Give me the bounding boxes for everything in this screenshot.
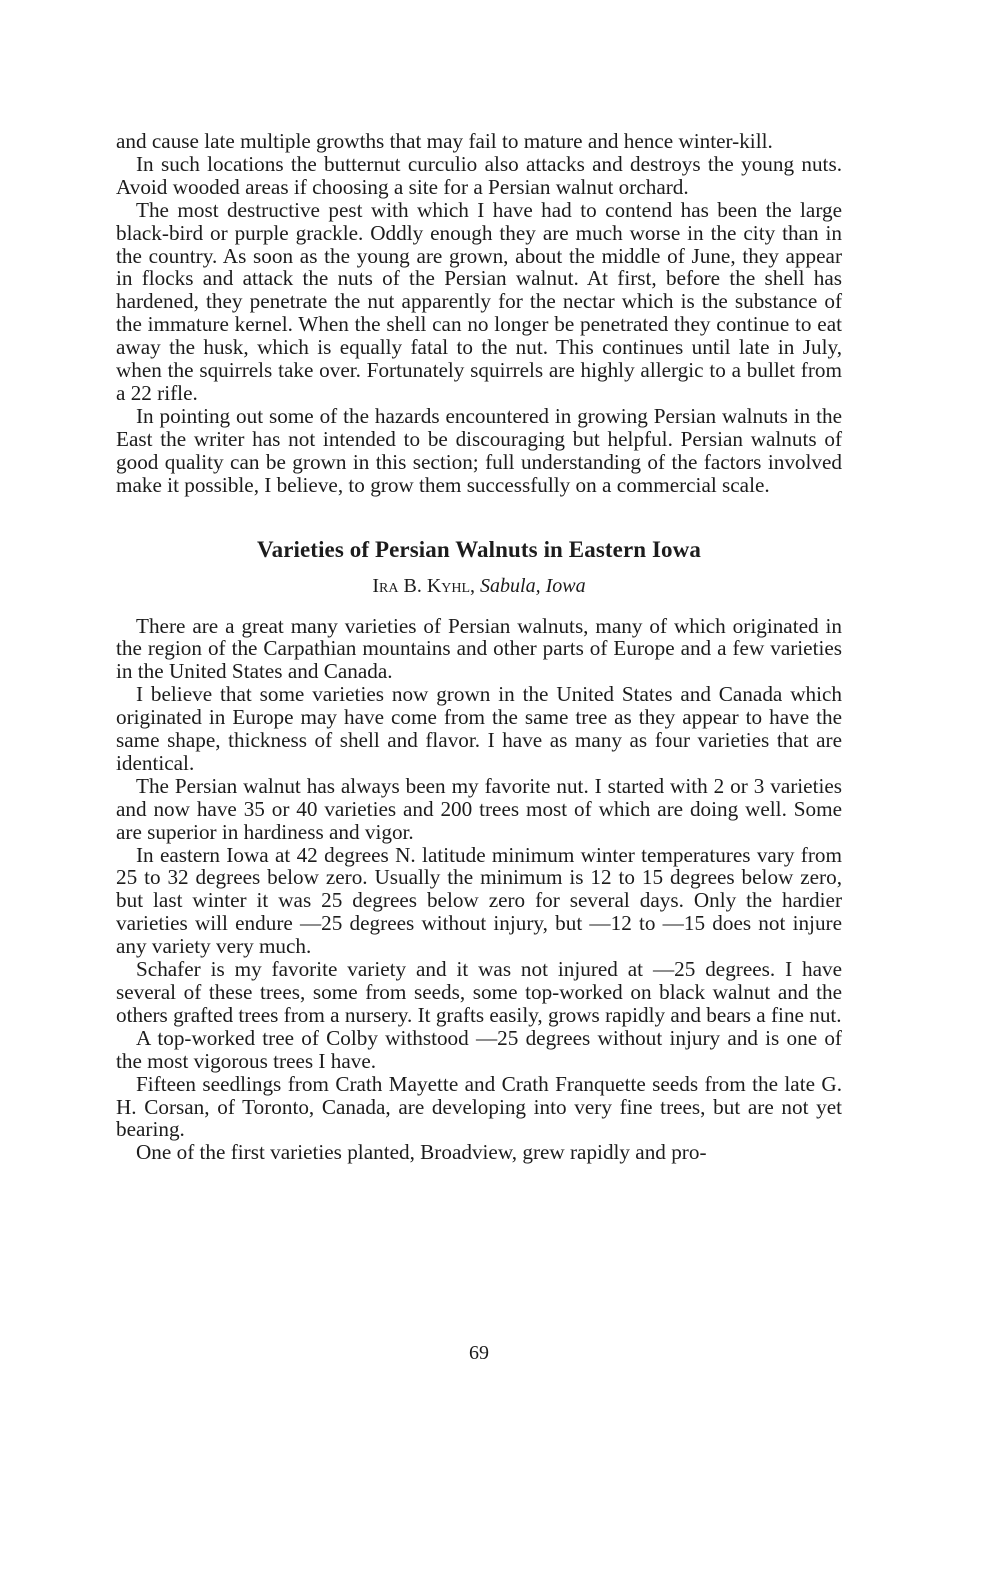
paragraph: In such locations the butternut curculio also attacks and destroys the young nuts. Avoid wooded areas if choosing a site for a Persian walnut orchard. (116, 151, 842, 199)
paragraph: The most destructive pest with which I have had to contend has been the large black-bird or purple grackle. Oddly enough they are much worse in the city than in the country. As soon as the young are grown, about the middle of June, they appear in flocks and attack the nuts of the Persian walnut. At first, before the shell has hardened, they penetrate the nut apparently for the nectar which is the substance of the immature kernel. When the shell can no longer be penetrated they continue to eat away the husk, which is equally fatal to the nut. This continues until late in July, when the squirrels take over. Fortunately squirrels are highly allergic to a bullet from a 22 rifle. (116, 197, 842, 405)
author-location: Sabula, Iowa (480, 574, 586, 597)
paragraph: In eastern Iowa at 42 degrees N. latitude minimum winter temperatures vary from 25 to 32 degrees below zero. Usually the minimum is 12 to 15 degrees below zero, but last winter it was 25 degrees below zero for several days. Only the hardier varieties will endure —25 degrees without injury, but —12 to —15 does not injure any variety very much. (116, 842, 842, 959)
paragraph: and cause late multiple growths that may fail to mature and hence winter-kill. (116, 129, 773, 153)
author-name: Ira B. Kyhl, (372, 574, 476, 597)
article-body (116, 615, 842, 1165)
paragraph: Fifteen seedlings from Crath Mayette and Crath Franquette seeds from the late G. H. Corsan, of Toronto, Canada, are developing into very fine trees, but are not yet bearing. (116, 1071, 842, 1142)
paragraph: Schafer is my favorite variety and it was not injured at —25 degrees. I have several of these trees, some from seeds, some top-worked on black walnut and the others grafted trees from a nursery. It grafts easily, grows rapidly and bears a fine nut. (116, 957, 842, 1027)
paragraph: A top-worked tree of Colby withstood —25 degrees without injury and is one of the most vigorous trees I have. (116, 1025, 842, 1073)
article-title: Varieties of Persian Walnuts in Eastern Iowa (257, 536, 701, 562)
paragraph: The Persian walnut has always been my favorite nut. I started with 2 or 3 varieties and now have 35 or 40 varieties and 200 trees most of which are doing well. Some are superior in hardiness and vigor. (116, 773, 842, 844)
page-number: 69 (469, 1342, 489, 1364)
page-body (116, 129, 842, 1364)
paragraph: One of the first varieties planted, Broadview, grew rapidly and pro- (136, 1140, 707, 1165)
paragraph: In pointing out some of the hazards encountered in growing Persian walnuts in the East the writer has not intended to be discouraging but helpful. Persian walnuts of good quality can be grown in this section; full understanding of the factors involved make it possible, I believe, to grow them successfully on a commercial scale. (116, 403, 842, 497)
paragraph: There are a great many varieties of Persian walnuts, many of which originated in the region of the Carpathian mountains and other parts of Europe and a few varieties in the United States and Canada. (116, 613, 842, 684)
article-byline (116, 575, 842, 597)
previous-article-continuation (116, 130, 842, 497)
paragraph: I believe that some varieties now grown in the United States and Canada which originated in Europe may have come from the same tree as they appear to have the same shape, thickness of shell and flavor. I have as many as four varieties that are identical. (116, 682, 842, 775)
